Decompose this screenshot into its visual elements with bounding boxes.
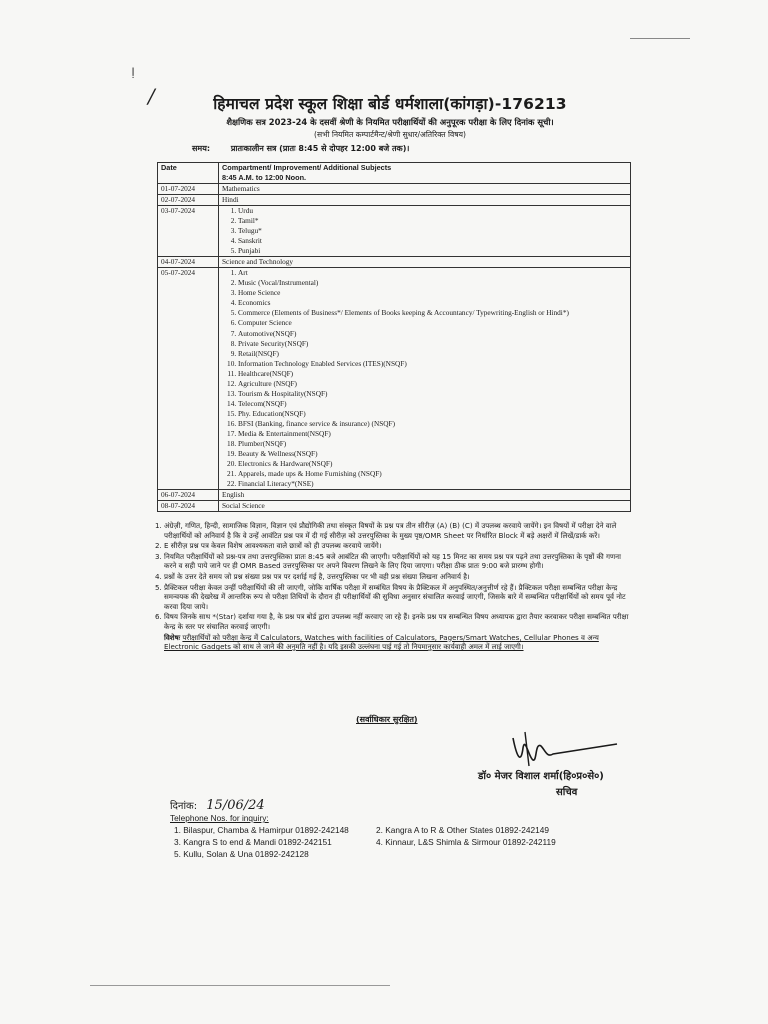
table-header-row [158,163,631,184]
phone-list [170,825,610,859]
signatory-name: डॉ० मेजर विशाल शर्मा(हि०प्र०से०) [478,771,604,782]
subject-item: 5. Commerce (Elements of Business*/ Elements of Books keeping & Accountancy/ Typewriting-English or Hindi*) [238,308,627,318]
table-row [158,268,631,490]
signatory-designation: सचिव [556,787,578,798]
subject-item: 19. Beauty & Wellness(NSQF) [238,449,627,459]
header-date: Date [158,163,219,184]
corner-mark [630,38,690,39]
exam-date: 08-07-2024 [158,501,219,512]
table-row [158,490,631,501]
subject-item: 18. Plumber(NSQF) [238,439,627,449]
subject-item: 3. Telugu* [238,226,627,236]
table-row [158,195,631,206]
subject-item: 11. Healthcare(NSQF) [238,369,627,379]
datesheet-table [157,162,631,512]
subject-item: 2. Tamil* [238,216,627,226]
exam-date: 03-07-2024 [158,206,219,257]
exam-subjects: Mathematics [219,184,631,195]
exam-time [192,143,630,154]
subject-item: 2. Music (Vocal/Instrumental) [238,278,627,288]
subject-item: 6. Computer Science [238,318,627,328]
time-label: समय: [192,144,211,153]
exam-subjects: Hindi [219,195,631,206]
notice-header [150,92,630,154]
phone-entry: 1. Bilaspur, Chamba & Hamirpur 01892-242148 [174,825,349,835]
notice-subtitle-2: (सभी नियमित कम्पार्टमैन्ट/श्रेणी सुधार/अतिरिक्त विषय) [314,130,466,139]
phone-entry: 2. Kangra A to R & Other States 01892-242149 [376,825,549,835]
subject-item: 1. Urdu [238,206,627,216]
notice-subtitle: शैक्षणिक सत्र 2023-24 के दसवीं श्रेणी के नियमित परीक्षार्थियों की अनुपूरक परीक्षा के लिए दिनांक सूची। [226,117,554,127]
instructions-list [150,521,630,632]
bottom-rule [90,985,390,986]
board-title: हिमाचल प्रदेश स्कूल शिक्षा बोर्ड धर्मशाला(कांगड़ा)-176213 [213,95,567,113]
subject-item: 21. Apparels, made ups & Home Furnishing (NSQF) [238,469,627,479]
subject-item: 5. Punjabi [238,246,627,256]
exam-date: 06-07-2024 [158,490,219,501]
instruction-item: 2. E सीरीज़ प्रश्न पत्र केवल विशेष आवश्यकता वाले छात्रों को ही उपलब्ध करवाये जायेंगे। [164,541,630,551]
instructions [150,521,630,652]
special-note [150,633,630,652]
exam-subjects: Science and Technology [219,257,631,268]
date-label: दिनांक: [170,801,198,812]
instruction-item: 5. प्रैक्टिकल परीक्षा केवल उन्हीं परीक्षार्थियों की ली जाएगी, जोकि वार्षिक परीक्षा में सम्बंधित विषय के प्रैक्टिकल में अनुपस्थित/अनुत्तीर्ण रहे हैं। प्रैक्टिकल परीक्षा सम्बन्धित परीक्षा केन्द्र समन्वयक की देखरेख में आन्तरिक रूप से परीक्षा तिथियों के दौरान ही परीक्षार्थियों की सुविधा अनुसार संचालित करवाई जाएगी, जिसके बारे में सम्बन्धित परीक्षार्थियों को समय पूर्व नोट करवा दिया जाये। [164,583,630,612]
margin-check-mark: / [148,84,155,108]
rights-reserved: (सर्वाधिकार सुरक्षित) [356,715,418,724]
subject-item: 22. Financial Literacy*(NSE) [238,479,627,489]
exam-date: 04-07-2024 [158,257,219,268]
subject-item: 16. BFSI (Banking, finance service & insurance) (NSQF) [238,419,627,429]
subject-item: 7. Automotive(NSQF) [238,329,627,339]
subject-item: 20. Electronics & Hardware(NSQF) [238,459,627,469]
subject-item: 4. Economics [238,298,627,308]
exam-subjects: Social Science [219,501,631,512]
date-value: 15/06/24 [206,798,265,813]
phone-entry: 5. Kullu, Solan & Una 01892-242128 [174,849,309,859]
subject-item: 8. Private Security(NSQF) [238,339,627,349]
exam-date: 01-07-2024 [158,184,219,195]
exam-subjects [219,268,631,490]
phone-entry: 4. Kinnaur, L&S Shimla & Sirmour 01892-242119 [376,837,556,847]
time-value: प्रातःकालीन सत्र (प्रातः 8:45 से दोपहर 12:00 बजे तक)। [230,144,410,153]
instruction-item: 4. प्रश्नों के उत्तर देते समय जो प्रश्न संख्या प्रश्न पत्र पर दर्शाई गई है, उत्तरपुस्तिका पर भी वही प्रश्न संख्या लिखना अनिवार्य है। [164,572,630,582]
table-row [158,501,631,512]
exam-subjects: English [219,490,631,501]
header-subjects [219,163,631,184]
issue-date [170,798,265,813]
exam-date: 02-07-2024 [158,195,219,206]
special-label: विशेषः [164,632,181,642]
subject-item: 1. Art [238,268,627,278]
instruction-item: 6. विषय जिनके साथ *(Star) दर्शाया गया है, के प्रश्न पत्र बोर्ड द्वारा उपलब्ध नहीं करवाए जा रहे हैं। इनके प्रश्न पत्र सम्बन्धित विषय अध्यापक द्वारा तैयार करवाकर परीक्षा सम्बन्धित परीक्षा केन्द्र के स्तर पर संचालित करवाई जाएगी। [164,612,630,631]
subject-item: 10. Information Technology Enabled Services (ITES)(NSQF) [238,359,627,369]
special-text: परीक्षार्थियों को परीक्षा केन्द्र में Calculators, Watches with facilities of Calculators, Pagers/Smart Watches, Cellular Phones व अन्य Electronic Gadgets को साथ ले जाने की अनुमति नहीं है। यदि इसकी उल्लंघना पाई गई तो नियमानुसार कार्यवाही अमल में लाई जाएगी। [164,632,599,652]
exam-subjects [219,206,631,257]
subject-item: 3. Home Science [238,288,627,298]
subject-item: 9. Retail(NSQF) [238,349,627,359]
subject-item: 14. Telecom(NSQF) [238,399,627,409]
table-row [158,184,631,195]
table-row [158,257,631,268]
phone-inquiry [170,813,610,859]
margin-tick-mark: ǃ [131,66,136,82]
subject-item: 4. Sanskrit [238,236,627,246]
instruction-item: 1. अंग्रेज़ी, गणित, हिन्दी, सामाजिक विज्ञान, विज्ञान एवं प्रौद्योगिकी तथा संस्कृत विषयों के प्रश्न पत्र तीन सीरीज़ (A) (B) (C) में उपलब्ध करवाये जायेंगे। इन विषयों में परीक्षा देने वाले परीक्षार्थियों को अनिवार्य है कि वे उन्हें आवंटित प्रश्न पत्र में दी गई सीरीज़ को उत्तरपुस्तिका के मुख्य पृष्ठ/OMR Sheet पर निर्धारित Block में बड़े अक्षरों में लिखें/डार्क करें। [164,521,630,540]
subject-item: 12. Agriculture (NSQF) [238,379,627,389]
subject-item: 13. Tourism & Hospitality(NSQF) [238,389,627,399]
header-subjects-line2: 8:45 A.M. to 12:00 Noon. [222,173,307,182]
table-row [158,206,631,257]
exam-date: 05-07-2024 [158,268,219,490]
subject-list [222,206,627,256]
subject-item: 15. Phy. Education(NSQF) [238,409,627,419]
header-subjects-line1: Compartment/ Improvement/ Additional Subjects [222,163,392,172]
instruction-item: 3. नियमित परीक्षार्थियों को प्रश्न-पत्र तथा उत्तरपुस्तिका प्रातः 8:45 बजे आबंटित की जाएगी। परीक्षार्थियों को यह 15 मिनट का समय प्रश्न पत्र पढ़ने तथा उत्तरपुस्तिका के पृष्ठों की गणना करने व सही पाये जाने पर ही OMR Based उत्तरपुस्तिका पर अपने विवरण लिखने के लिए दिया जाएगा। परीक्षा ठीक प्रातः 9:00 बजे प्रारम्भ होगी। [164,552,630,571]
subject-item: 17. Media & Entertainment(NSQF) [238,429,627,439]
phone-heading: Telephone Nos. for inquiry: [170,813,269,823]
subject-list [222,268,627,489]
phone-entry: 3. Kangra S to end & Mandi 01892-242151 [174,837,332,847]
